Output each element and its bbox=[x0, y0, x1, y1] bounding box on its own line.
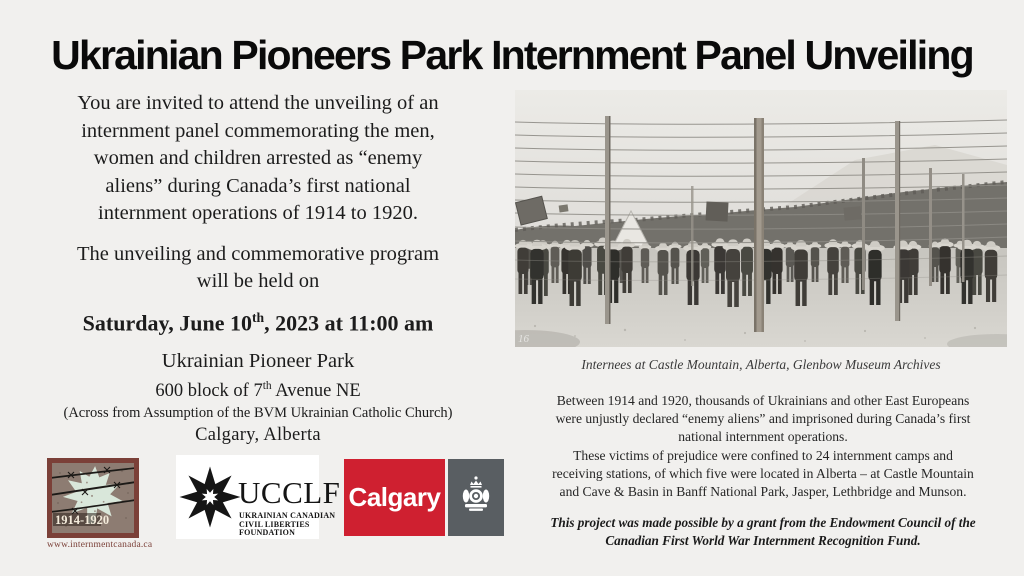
photo-corner-mark: 16 bbox=[518, 333, 529, 345]
photo-caption: Internees at Castle Mountain, Alberta, Glenbow Museum Archives bbox=[581, 357, 941, 372]
invitation-line: aliens” during Canada’s first national bbox=[105, 174, 411, 197]
history-line: These victims of prejudice were confined to 24 internment camps and bbox=[573, 447, 953, 463]
ucclf-acronym: UCCLF bbox=[238, 475, 341, 510]
logo-years-text: 1914-1920 bbox=[55, 513, 110, 527]
invitation-line: internment operations of 1914 to 1920. bbox=[98, 202, 418, 224]
venue-note: (Across from Assumption of the BVM Ukrainian Catholic Church) bbox=[63, 404, 453, 421]
calgary-crest-icon bbox=[461, 474, 491, 522]
invitation-line: You are invited to attend the unveiling of an bbox=[77, 92, 439, 114]
event-datetime bbox=[10, 310, 506, 336]
credit-line: Canadian First World War Internment Recognition Fund. bbox=[605, 533, 921, 548]
history-line: were unjustly declared “enemy aliens” and imprisoned during Canada’s first bbox=[555, 411, 971, 427]
venue-address bbox=[10, 374, 506, 403]
history-line: national internment operations. bbox=[678, 429, 848, 445]
credit-line: This project was made possible by a grant from the Endowment Council of the bbox=[550, 515, 976, 530]
venue-name: Ukrainian Pioneer Park bbox=[161, 349, 355, 372]
venue-block bbox=[10, 348, 506, 447]
history-line: Between 1914 and 1920, thousands of Ukrainians and other East Europeans bbox=[556, 393, 970, 408]
address-part: Avenue NE bbox=[271, 380, 361, 401]
venue-city: Calgary, Alberta bbox=[195, 424, 321, 445]
internment-website-url: www.internmentcanada.ca bbox=[47, 540, 153, 550]
ucclf-name-line: FOUNDATION bbox=[239, 528, 296, 537]
invitation-line: women and children arrested as “enemy bbox=[93, 147, 423, 169]
calgary-crest-block bbox=[448, 459, 504, 536]
program-line: The unveiling and commemorative program bbox=[76, 242, 440, 265]
address-part: 600 block of 7 bbox=[155, 380, 263, 401]
page-title: Ukrainian Pioneers Park Internment Panel Unveiling bbox=[51, 32, 973, 78]
internment-camp-photo bbox=[515, 90, 1007, 347]
calgary-wordmark-block bbox=[344, 459, 445, 536]
internment-canada-logo bbox=[47, 458, 153, 550]
ordinal-suffix: th bbox=[262, 379, 272, 392]
invitation-column bbox=[10, 90, 506, 447]
program-line: will be held on bbox=[196, 270, 320, 292]
invitation-line: internment panel commemorating the men, bbox=[81, 119, 435, 142]
calgary-wordmark: Calgary bbox=[348, 482, 441, 512]
history-line: and Cave & Basin in Banff National Park, Jasper, Lethbridge and Munson. bbox=[559, 484, 967, 500]
internment-logo-box bbox=[47, 458, 139, 538]
ucclf-name-line: UKRAINIAN CANADIAN bbox=[239, 511, 336, 520]
ucclf-star-icon bbox=[177, 458, 243, 536]
history-line: receiving stations, of which five were located in Alberta – at Castle Mountain bbox=[552, 465, 974, 481]
city-of-calgary-logo bbox=[344, 459, 504, 536]
ucclf-name-line: CIVIL LIBERTIES bbox=[239, 519, 310, 529]
program-text bbox=[10, 241, 506, 296]
history-text bbox=[517, 392, 1009, 501]
invitation-text bbox=[10, 90, 506, 228]
ucclf-full-name bbox=[239, 512, 335, 538]
ucclf-logo bbox=[176, 455, 341, 539]
event-date: Saturday, June 10 bbox=[82, 309, 252, 335]
maple-leaf-barbed-wire-icon bbox=[52, 463, 134, 533]
grant-credit bbox=[517, 514, 1009, 550]
event-time: , 2023 at 11:00 am bbox=[264, 309, 434, 335]
ordinal-suffix: th bbox=[251, 309, 265, 325]
